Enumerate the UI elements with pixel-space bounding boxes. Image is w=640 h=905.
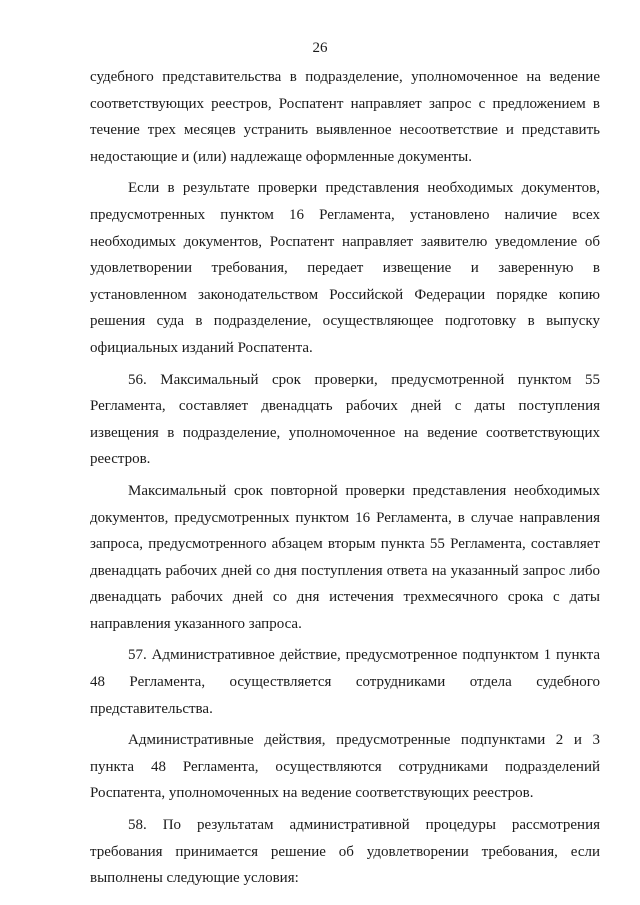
document-body: [90, 64, 600, 892]
paragraph-continuation: судебного представительства в подразделение, уполномоченное на ведение соответствующих реестров, Роспатент направляет запрос с предложением в течение трех месяцев устранить выявленное несоответствие и представить недостающие и (или) надлежаще оформленные документы.: [90, 69, 600, 165]
paragraph: Если в результате проверки представления необходимых документов, предусмотренных пунктом 16 Регламента, установлено наличие всех необходимых документов, Роспатент направляет заявителю уведомление об удовлетворении требования, передает извещение и заверенную в установленном законодательством Российской Федерации порядке копию решения суда в подразделение, осуществляющее подготовку в выпуску официальных изданий Роспатента.: [90, 180, 600, 356]
paragraph: Административные действия, предусмотренные подпунктами 2 и 3 пункта 48 Регламента, осуществляются сотрудниками подразделений Роспатента, уполномоченных на ведение соответствующих реестров.: [90, 732, 600, 802]
paragraph-item-56: 56. Максимальный срок проверки, предусмотренной пунктом 55 Регламента, составляет двенадцать рабочих дней с даты поступления извещения в подразделение, уполномоченное на ведение соответствующих реестров.: [90, 371, 600, 468]
page-number: 26: [312, 40, 328, 56]
paragraph-item-58: 58. По результатам административной процедуры рассмотрения требования принимается решение об удовлетворении требования, если выполнены следующие условия:: [90, 817, 600, 887]
paragraph: Максимальный срок повторной проверки представления необходимых документов, предусмотренных пунктом 16 Регламента, в случае направления запроса, предусмотренного абзацем вторым пункта 55 Регламента, составляет двенадцать рабочих дней со дня поступления ответа на указанный запрос либо двенадцать рабочих дней со дня истечения трехмесячного срока с даты направления указанного запроса.: [90, 482, 600, 632]
paragraph-item-57: 57. Административное действие, предусмотренное подпунктом 1 пункта 48 Регламента, осуществляется сотрудниками отдела судебного представительства.: [90, 647, 600, 717]
